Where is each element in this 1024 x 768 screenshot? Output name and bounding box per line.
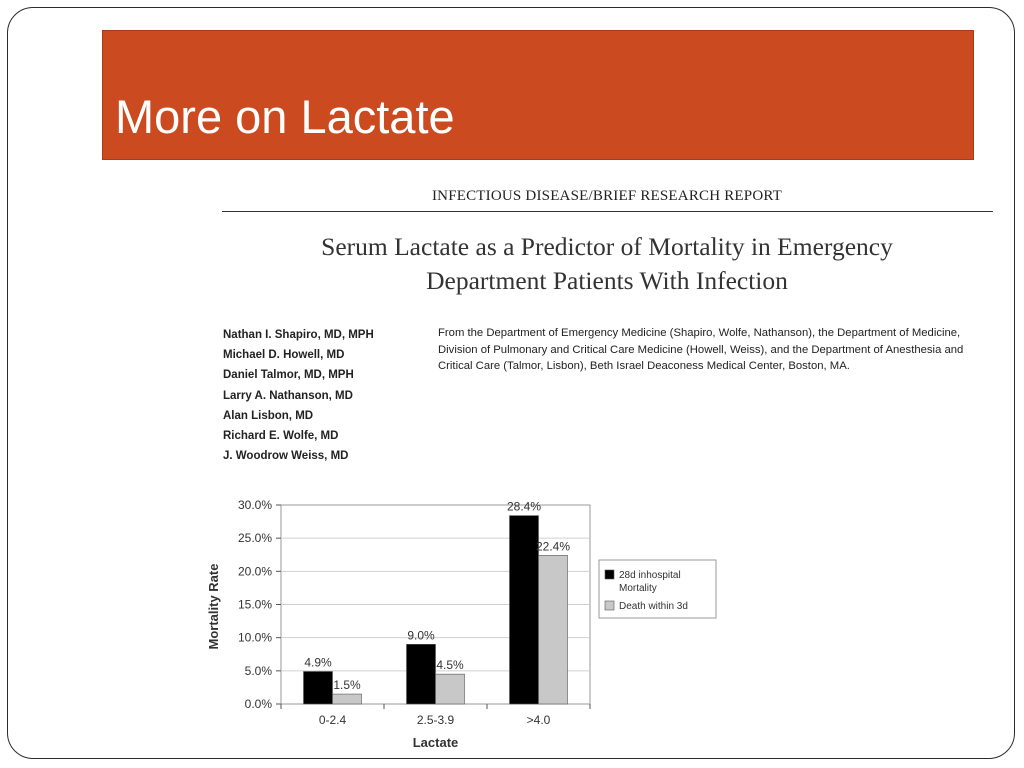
legend-label: Mortality (619, 583, 657, 594)
bar (510, 516, 539, 704)
paper-title-line-1: Serum Lactate as a Predictor of Mortality in Emergency (321, 232, 893, 261)
bar (407, 644, 436, 704)
author: Michael D. Howell, MD (223, 349, 345, 362)
legend-swatch (605, 570, 614, 579)
paper-title-line-2: Department Patients With Infection (426, 266, 788, 295)
y-tick-label: 25.0% (237, 531, 272, 546)
bar-value-label: 22.4% (535, 539, 571, 554)
bar (539, 555, 568, 704)
y-tick-label: 30.0% (237, 498, 272, 512)
bar (304, 671, 333, 704)
y-tick-label: 15.0% (237, 597, 272, 612)
paper-section-header: INFECTIOUS DISEASE/BRIEF RESEARCH REPORT (431, 188, 783, 204)
y-tick-label: 10.0% (237, 630, 272, 645)
author: Nathan I. Shapiro, MD, MPH (223, 329, 374, 341)
author: Alan Lisbon, MD (223, 409, 314, 422)
y-tick-label: 20.0% (237, 564, 272, 579)
y-axis-title: Mortality Rate (206, 563, 221, 650)
x-axis-title: Lactate (412, 735, 459, 750)
x-tick-label: 2.5-3.9 (416, 713, 455, 727)
bar-value-label: 4.5% (436, 658, 464, 673)
affiliation-text: From the Department of Emergency Medicine (Shapiro, Wolfe, Nathanson), the Department of Medicine, Division of Pulmonary and Critical Care Medicine (Howell, Weiss), and the Department of Anesthesia and Critical Care (Talmor, Lisbon), Beth Israel Deaconess Medical Center, Boston, MA. (438, 327, 964, 372)
header-rule (222, 211, 993, 212)
bar-value-label: 4.9% (304, 655, 332, 670)
bar (333, 694, 362, 704)
bar-value-label: 28.4% (506, 499, 542, 514)
legend-label: Death within 3d (619, 601, 688, 612)
y-tick-label: 0.0% (244, 697, 272, 711)
bar-value-label: 9.0% (407, 628, 435, 643)
author: Daniel Talmor, MD, MPH (223, 369, 354, 382)
bar-value-label: 1.5% (333, 678, 361, 693)
paper-title (222, 230, 992, 298)
y-tick-label: 5.0% (244, 663, 272, 678)
author: Larry A. Nathanson, MD (223, 389, 353, 402)
slide-title: More on Lactate (115, 90, 455, 143)
x-tick-label: 0-2.4 (318, 713, 347, 727)
bar (436, 674, 465, 704)
author-list (223, 325, 374, 466)
title-banner (102, 30, 974, 160)
author: J. Woodrow Weiss, MD (223, 450, 349, 463)
x-tick-label: >4.0 (526, 713, 551, 727)
author: Richard E. Wolfe, MD (223, 430, 339, 443)
legend-swatch (605, 601, 614, 610)
mortality-bar-chart (200, 480, 740, 760)
legend-label: 28d inhospital (619, 570, 681, 581)
